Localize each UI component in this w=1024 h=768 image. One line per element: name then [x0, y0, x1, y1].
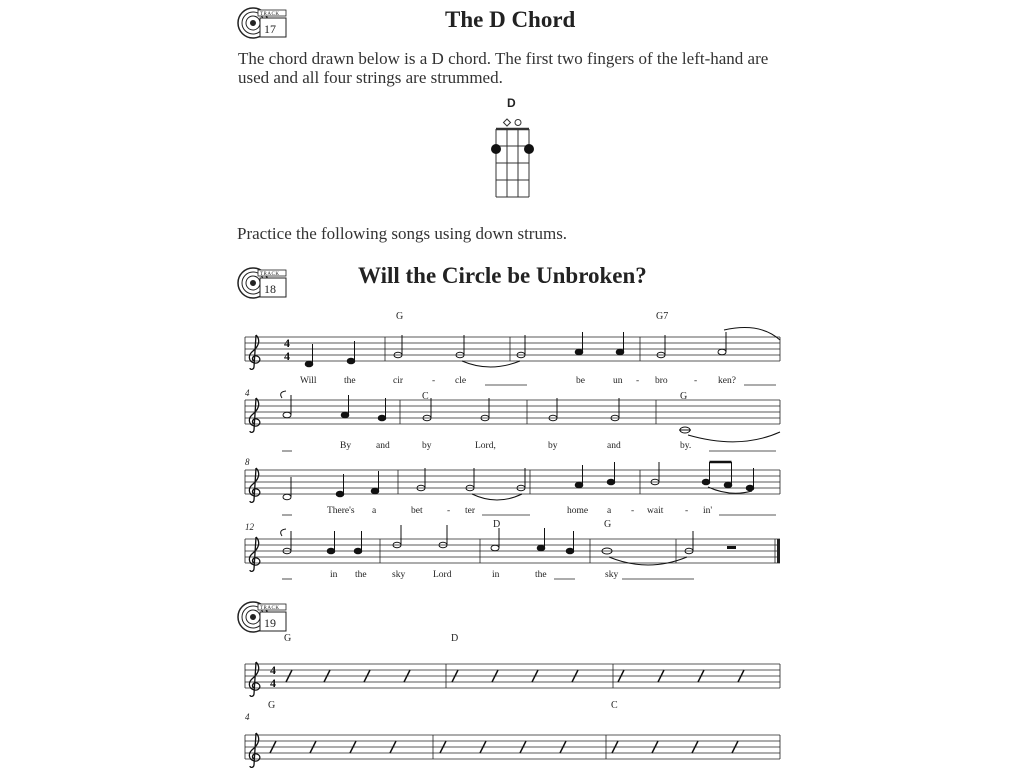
lyric-syllable: ter	[465, 506, 476, 516]
lyric-syllable: by.	[680, 441, 692, 451]
lyric-syllable: by	[422, 441, 432, 451]
lyric-syllable: sky	[605, 570, 619, 580]
notes-system-2	[281, 391, 780, 442]
lyric-syllable: Will	[300, 376, 317, 386]
lyric-syllable: in	[330, 570, 338, 580]
time-signature-bottom: 4	[284, 349, 290, 363]
lyric-syllable: Lord,	[475, 441, 496, 451]
lyric-syllable: -	[694, 376, 698, 386]
measure-number: 4	[245, 388, 250, 398]
chord-symbol: G	[396, 311, 404, 322]
lyric-syllable: -	[685, 506, 689, 516]
time-signature-bottom: 4	[270, 676, 276, 690]
lyric-syllable: By	[340, 441, 352, 451]
slash-strums-1	[286, 670, 744, 682]
lyric-syllable: the	[344, 376, 356, 386]
lyric-syllable: bet	[411, 506, 423, 516]
lyric-syllable: and	[607, 441, 621, 451]
time-signature-top: 4	[284, 336, 290, 350]
chord-symbol: C	[611, 700, 618, 711]
track-number: 17	[264, 22, 276, 36]
staff-system-3	[245, 470, 780, 494]
lyric-syllable: the	[355, 570, 367, 580]
staff-system-4	[245, 539, 780, 563]
lyric-syllable: and	[376, 441, 390, 451]
lyric-syllable: the	[535, 570, 547, 580]
chord-symbol: D	[451, 633, 459, 644]
staff-system-2	[245, 400, 780, 424]
chord-symbol: C	[422, 391, 429, 402]
measure-number: 8	[245, 457, 250, 467]
notes-system-4	[281, 525, 736, 565]
lyric-extenders	[282, 385, 776, 579]
lyric-syllable: ken?	[718, 376, 736, 386]
lyric-syllable: -	[631, 506, 635, 516]
staff-exercise-2	[245, 735, 780, 759]
staff-exercise-1	[245, 664, 780, 688]
track-number: 18	[264, 282, 276, 296]
notes-system-1	[305, 328, 780, 367]
track-badge	[236, 600, 288, 634]
track-label: TRACK	[260, 12, 280, 17]
lyric-syllable: cle	[455, 376, 467, 386]
lyric-syllable: bro	[655, 376, 668, 386]
staff-system-1	[245, 337, 780, 361]
intro-paragraph: The chord drawn below is a D chord. The first two fingers of the left-hand are used and all four strings are strummed.	[238, 49, 769, 87]
chord-symbol: G	[284, 633, 292, 644]
lyric-syllable: un	[613, 376, 623, 386]
lyric-syllable: wait	[647, 506, 664, 516]
lyric-syllable: Lord	[433, 570, 452, 580]
track-number: 19	[264, 616, 276, 630]
lyric-syllable: be	[576, 376, 585, 386]
chord-symbol: G7	[656, 311, 669, 322]
measure-number: 4	[245, 712, 250, 722]
track-label: TRACK	[260, 606, 280, 611]
measure-number: 12	[245, 522, 254, 532]
practice-instructions: Practice the following songs using down strums.	[237, 224, 568, 243]
chord-diagram-name: D	[507, 96, 516, 110]
lyric-syllable: -	[636, 376, 640, 386]
chord-symbol: G	[268, 700, 276, 711]
lyric-syllable: a	[607, 506, 612, 516]
lyric-syllable: by	[548, 441, 558, 451]
chord-symbol: D	[493, 519, 501, 530]
slash-strums-2	[270, 741, 738, 753]
notes-system-3	[283, 462, 754, 500]
track-badge	[236, 6, 288, 40]
track-badge	[236, 266, 288, 300]
time-signature-top: 4	[270, 663, 276, 677]
lyric-syllable: -	[447, 506, 451, 516]
lyric-syllable: cir	[393, 376, 404, 386]
page-title: The D Chord	[445, 7, 576, 32]
chord-symbol: G	[604, 519, 612, 530]
lyric-syllable: sky	[392, 570, 406, 580]
chord-symbol: G	[680, 391, 688, 402]
lyric-syllable: -	[432, 376, 436, 386]
song-title: Will the Circle be Unbroken?	[358, 263, 647, 288]
lyric-syllable: in'	[703, 506, 713, 516]
lyric-syllable: in	[492, 570, 500, 580]
lyric-syllable: There's	[327, 506, 355, 516]
lyric-syllable: a	[372, 506, 377, 516]
lyric-syllable: home	[567, 506, 589, 516]
track-label: TRACK	[260, 272, 280, 277]
